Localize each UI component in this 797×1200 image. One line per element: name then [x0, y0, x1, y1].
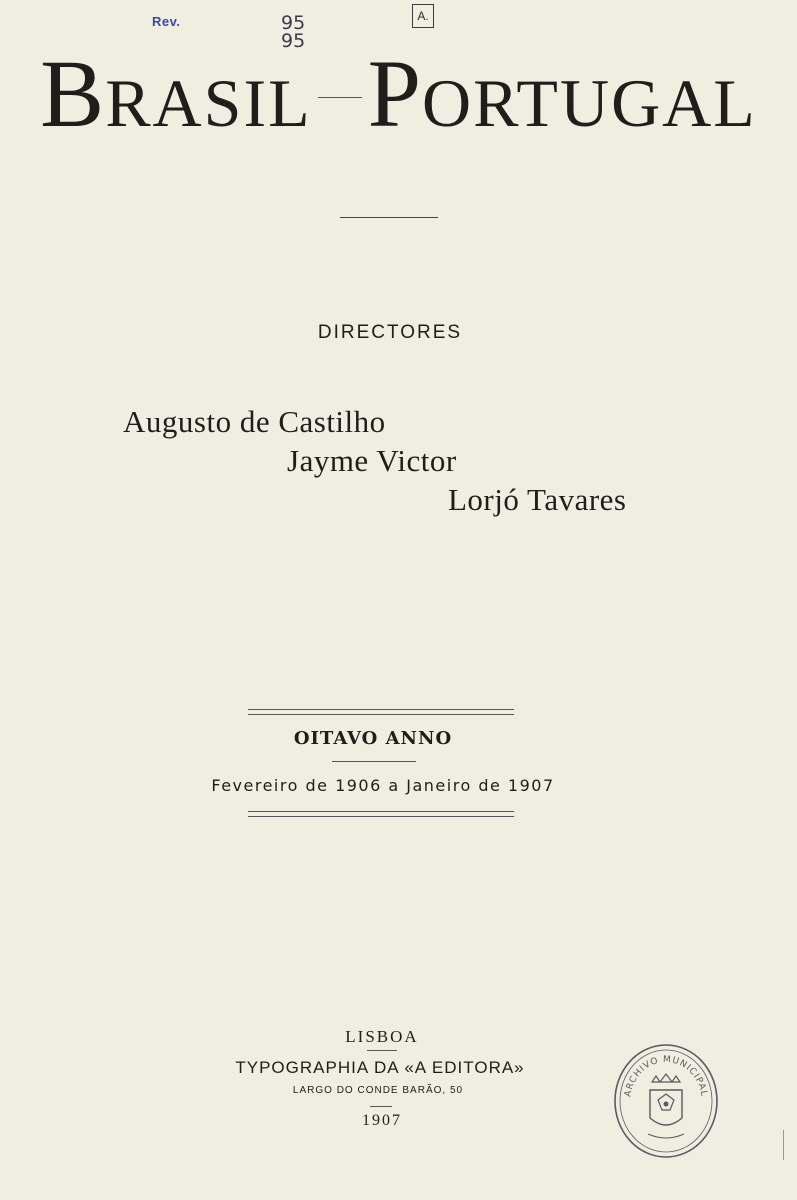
archive-stamp-icon [612, 1042, 720, 1160]
directores-heading: DIRECTORES [317, 322, 463, 343]
boxed-letter-annotation: A. [412, 4, 434, 28]
double-rule-bottom [248, 811, 514, 817]
divider-rule [367, 1050, 397, 1051]
divider-rule [340, 217, 438, 218]
title-word-rasil: RASIL [105, 65, 312, 141]
divider-rule [332, 761, 416, 762]
double-rule-top [248, 709, 514, 715]
title-word-ortugal: ORTUGAL [422, 65, 757, 141]
publication-title [0, 38, 797, 149]
handwritten-rev-annotation: Rev. [152, 14, 181, 29]
title-initial-b: B [40, 40, 106, 147]
number-top: 95 [281, 12, 306, 34]
imprint-address: LARGO DO CONDE BARÃO, 50 [292, 1085, 464, 1096]
director-name: Jayme Victor [287, 443, 457, 478]
imprint-city: LISBOA [345, 1027, 419, 1046]
divider-rule [370, 1106, 392, 1107]
page-edge-mark [783, 1130, 794, 1160]
imprint-press: TYPOGRAPHIA DA «A EDITORA» [235, 1058, 525, 1077]
imprint-year: 1907 [362, 1112, 402, 1129]
volume-period: Fevereiro de 1906 a Janeiro de 1907 [211, 776, 555, 795]
svg-text:ARCHIVO MUNICIPAL [623, 1055, 708, 1098]
archive-stamp [612, 1042, 720, 1160]
stamp-text: ARCHIVO MUNICIPAL [623, 1054, 709, 1098]
volume-year-label: OITAVO ANNO [293, 728, 453, 749]
title-initial-p: P [367, 40, 423, 147]
director-name: Augusto de Castilho [123, 404, 386, 439]
number-bottom: 95 [281, 30, 306, 52]
director-name: Lorjó Tavares [448, 482, 627, 517]
title-dash [318, 97, 362, 98]
